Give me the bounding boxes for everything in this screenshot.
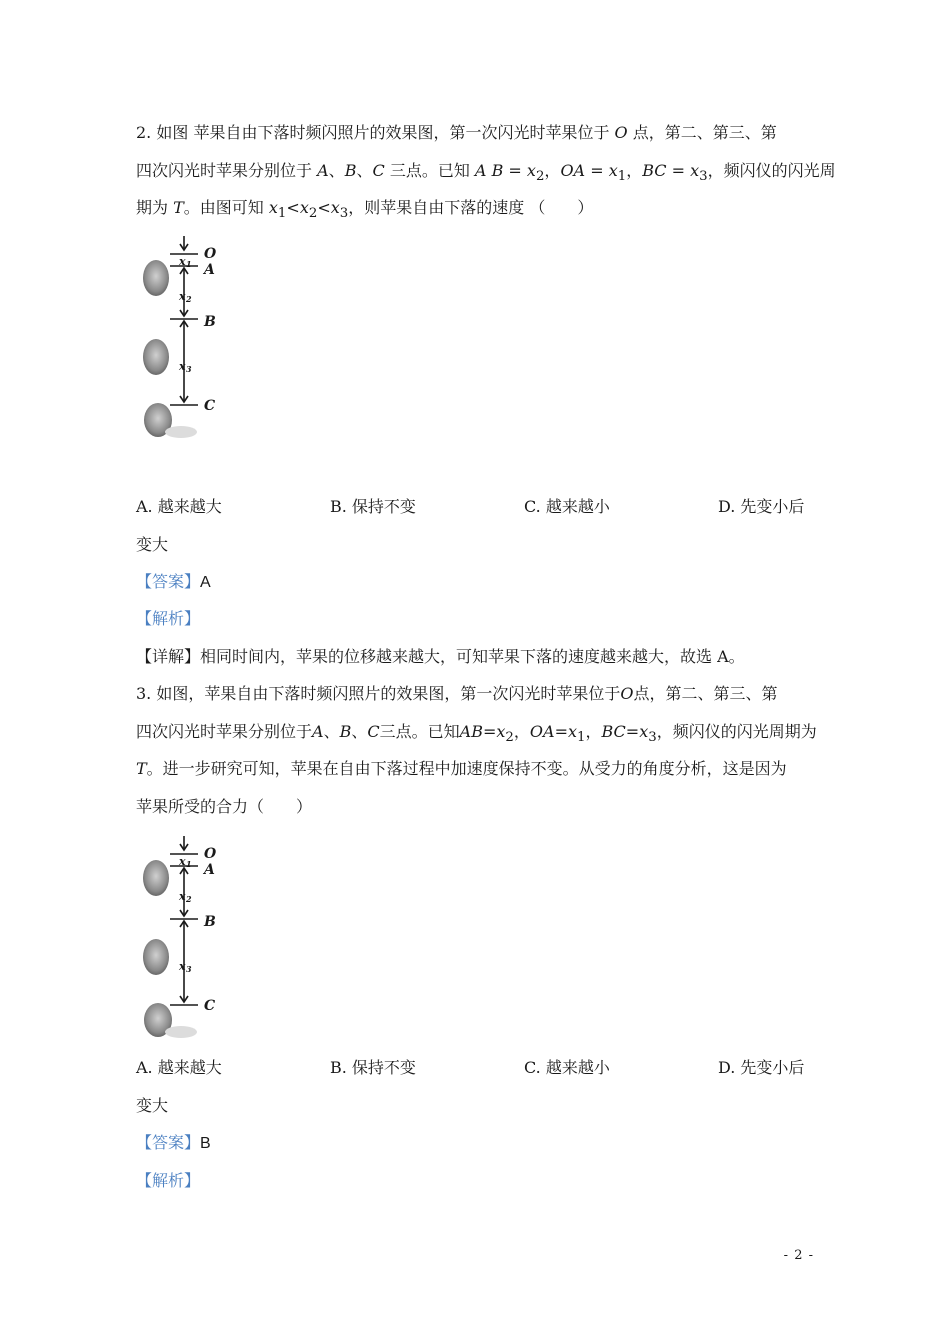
svg-text:x: x bbox=[179, 890, 186, 903]
q2-option-c: C. 越来越小 bbox=[524, 497, 610, 516]
q2-option-a: A. 越来越大 bbox=[136, 497, 222, 516]
q3-line-2: 四次闪光时苹果分别位于A、B、C三点。已知$AB=x_2$，$OA=x_1$，$BC=x_3$，频闪仪的闪光周期为 bbox=[136, 722, 817, 746]
svg-text:3: 3 bbox=[186, 364, 192, 374]
q3-option-b: B. 保持不变 bbox=[330, 1058, 416, 1077]
q2-apple-flash-figure bbox=[136, 234, 226, 444]
svg-text:A: A bbox=[204, 262, 215, 278]
svg-text:2: 2 bbox=[186, 294, 192, 304]
svg-text:1: 1 bbox=[186, 859, 192, 869]
q3-answer: 【答案】B bbox=[136, 1133, 211, 1152]
q3-line-3: T。进一步研究可知，苹果在自由下落过程中加速度保持不变。从受力的角度分析，这是因为 bbox=[136, 759, 787, 778]
apple-shape bbox=[143, 860, 169, 896]
q2-detail: 【详解】相同时间内，苹果的位移越来越大，可知苹果下落的速度越来越大，故选 A。 bbox=[136, 647, 745, 666]
q3-analysis-tag: 【解析】 bbox=[136, 1171, 201, 1190]
svg-text:3: 3 bbox=[186, 964, 192, 974]
svg-text:x: x bbox=[179, 255, 186, 268]
q3-option-d-cont: 变大 bbox=[136, 1096, 169, 1115]
svg-text:B: B bbox=[204, 914, 216, 930]
q2-line-3: 期为 T。由图可知 $x_1<x_2<x_3$，则苹果自由下落的速度 （ ） bbox=[136, 198, 594, 222]
q3-apple-flash-figure bbox=[136, 834, 226, 1044]
svg-text:C: C bbox=[204, 398, 216, 414]
svg-text:1: 1 bbox=[186, 259, 192, 269]
q3-option-d: D. 先变小后 bbox=[718, 1058, 805, 1077]
q2-line-1: 2. 如图 苹果自由下落时频闪照片的效果图，第一次闪光时苹果位于 O 点，第二、第三、第 bbox=[136, 123, 777, 142]
q3-option-a: A. 越来越大 bbox=[136, 1058, 222, 1077]
apple-shape bbox=[143, 339, 169, 375]
q2-analysis-tag: 【解析】 bbox=[136, 609, 201, 628]
page-number: - 2 - bbox=[783, 1248, 814, 1263]
svg-text:B: B bbox=[204, 314, 216, 330]
svg-text:O: O bbox=[204, 846, 217, 862]
q3-option-c: C. 越来越小 bbox=[524, 1058, 610, 1077]
svg-text:2: 2 bbox=[186, 894, 192, 904]
svg-text:O: O bbox=[204, 246, 217, 262]
svg-text:x: x bbox=[179, 855, 186, 868]
q2-answer: 【答案】A bbox=[136, 572, 211, 591]
q3-line-1: 3. 如图，苹果自由下落时频闪照片的效果图，第一次闪光时苹果位于O点，第二、第三、第 bbox=[136, 684, 778, 703]
svg-text:A: A bbox=[204, 862, 215, 878]
q2-option-d: D. 先变小后 bbox=[718, 497, 805, 516]
svg-text:x: x bbox=[179, 360, 186, 373]
q2-option-d-cont: 变大 bbox=[136, 535, 169, 554]
apple-shape bbox=[143, 260, 169, 296]
q2-option-b: B. 保持不变 bbox=[330, 497, 416, 516]
apple-shape bbox=[143, 939, 169, 975]
svg-text:x: x bbox=[179, 290, 186, 303]
svg-text:C: C bbox=[204, 998, 216, 1014]
q3-line-4: 苹果所受的合力（ ） bbox=[136, 797, 313, 816]
q2-line-2: 四次闪光时苹果分别位于 A、B、C 三点。已知 A $B = x_2$，OA = $x_1$，BC = $x_3$，频闪仪的闪光周 bbox=[136, 161, 836, 185]
svg-text:x: x bbox=[179, 960, 186, 973]
